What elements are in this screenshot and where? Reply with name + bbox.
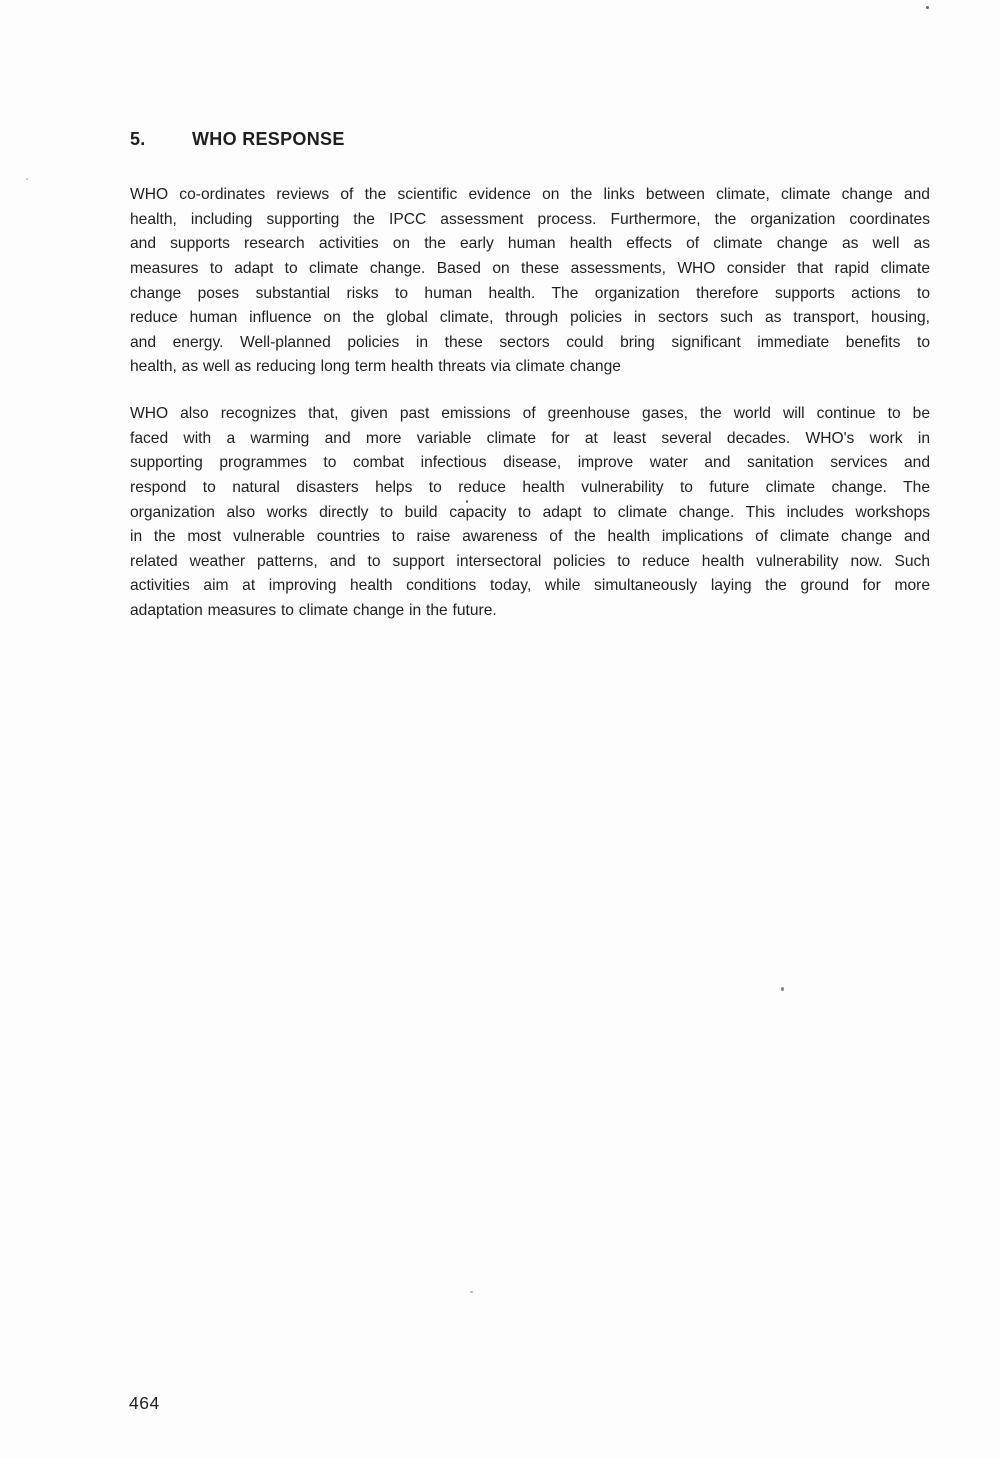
scan-speck bbox=[926, 6, 929, 9]
text-line: change poses substantial risks to human health. The organization therefore supports actions to bbox=[130, 284, 930, 302]
text-line: WHO also recognizes that, given past emissions of greenhouse gases, the world will continue to be bbox=[130, 405, 930, 422]
section-heading bbox=[130, 129, 345, 150]
page-number: 464 bbox=[129, 1393, 160, 1413]
paragraph-who-recognizes bbox=[130, 402, 930, 624]
text-line: and energy. Well-planned policies in these sectors could bring significant immediate benefits to bbox=[130, 333, 930, 351]
text-line: respond to natural disasters helps to reduce health vulnerability to future climate change. The bbox=[130, 478, 930, 496]
text-line: related weather patterns, and to support intersectoral policies to reduce health vulnerability now. Such bbox=[130, 552, 930, 570]
text-line: organization also works directly to build capacity to adapt to climate change. This includes workshops bbox=[130, 503, 930, 521]
text-line: faced with a warming and more variable climate for at least several decades. WHO's work in bbox=[130, 429, 930, 447]
scan-speck bbox=[781, 987, 784, 991]
text-line: WHO co-ordinates reviews of the scientific evidence on the links between climate, climate change and bbox=[130, 186, 930, 203]
scan-speck bbox=[26, 178, 28, 180]
text-line: and supports research activities on the early human health effects of climate change as well as bbox=[130, 235, 930, 253]
section-number: 5. bbox=[130, 129, 146, 149]
text-line: adaptation measures to climate change in the future. bbox=[130, 602, 497, 620]
text-line: measures to adapt to climate change. Based on these assessments, WHO consider that rapid climate bbox=[130, 259, 930, 277]
section-title: WHO RESPONSE bbox=[192, 129, 345, 149]
scan-speck bbox=[470, 1291, 473, 1293]
text-line: in the most vulnerable countries to raise awareness of the health implications of climate change and bbox=[130, 528, 930, 546]
text-line: health, including supporting the IPCC assessment process. Furthermore, the organization coordinates bbox=[130, 210, 930, 228]
paragraph-who-coordinates bbox=[130, 183, 930, 380]
text-line: health, as well as reducing long term health threats via climate change bbox=[130, 358, 621, 376]
text-line: activities aim at improving health conditions today, while simultaneously laying the ground for more bbox=[130, 577, 930, 595]
scan-speck bbox=[466, 500, 468, 503]
text-line: supporting programmes to combat infectious disease, improve water and sanitation services and bbox=[130, 454, 930, 472]
text-line: reduce human influence on the global climate, through policies in sectors such as transport, housing, bbox=[130, 309, 930, 327]
